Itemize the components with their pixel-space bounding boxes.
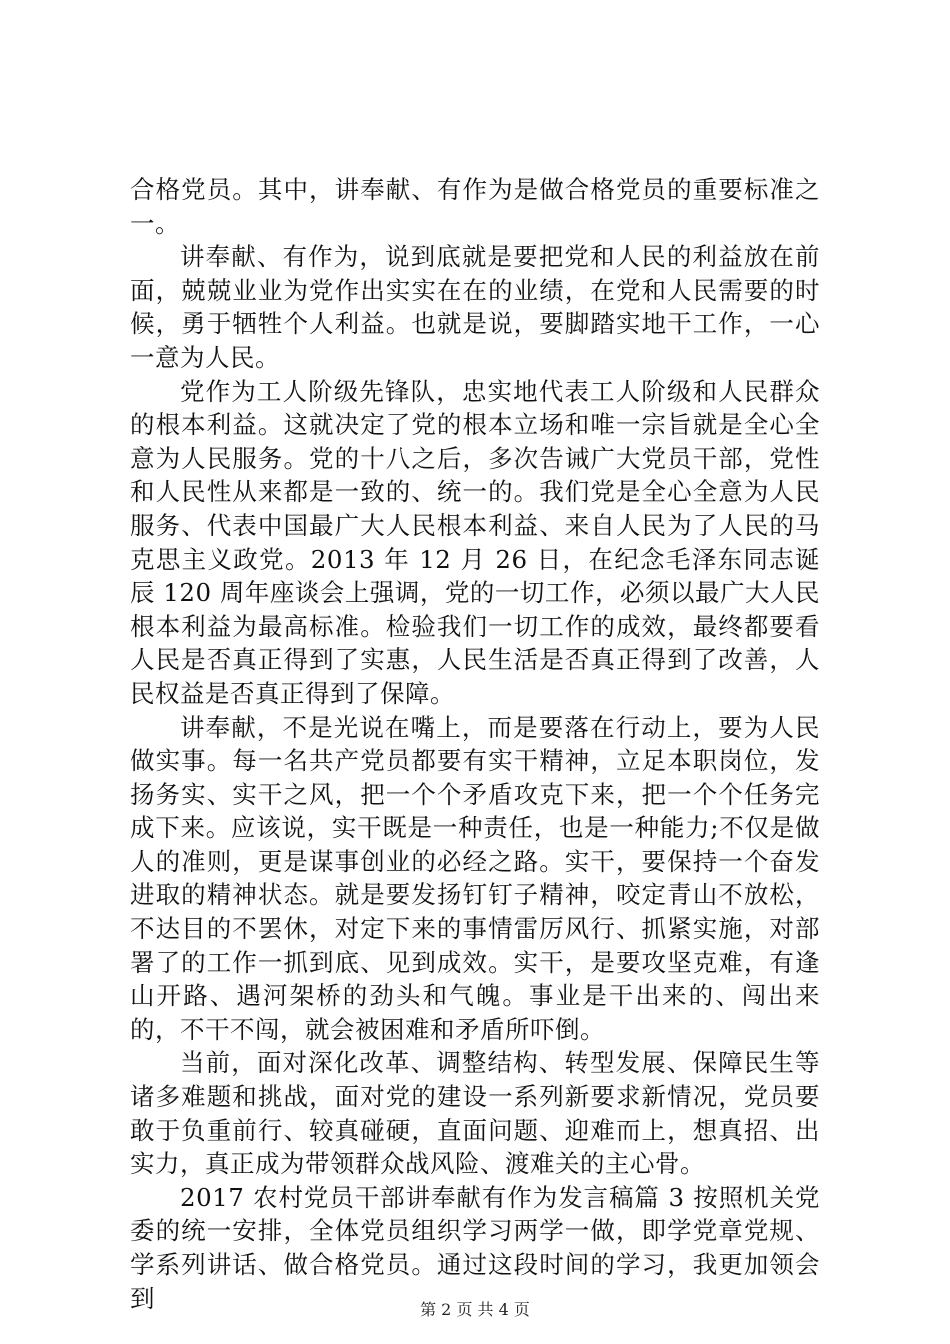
page-footer: 第 2 页 共 4 页 — [420, 1300, 530, 1319]
paragraph-2: 讲奉献、有作为，说到底就是要把党和人民的利益放在前面，兢兢业业为党作出实实在在的业绩，在党和人民需要的时候，勇于牺牲个人利益。也就是说，要脚踏实地干工作，一心一意为人民。 — [130, 242, 820, 372]
paragraph-6: 2017 农村党员干部讲奉献有作为发言稿篇 3 按照机关党委的统一安排，全体党员组织学习两学一做，即学党章党规、学系列讲话、做合格党员。通过这段时间的学习，我更加领会到 — [130, 1182, 820, 1313]
paragraph-4: 讲奉献，不是光说在嘴上，而是要落在行动上，要为人民做实事。每一名共产党员都要有实干精神，立足本职岗位，发扬务实、实干之风，把一个个矛盾攻克下来，把一个个任务完成下来。应该说，实干既是一种责任，也是一种能力;不仅是做人的准则，更是谋事创业的必经之路。实干，要保持一个奋发进取的精神状态。就是要发扬钉钉子精神，咬定青山不放松，不达目的不罢休，对定下来的事情雷厉风行、抓紧实施，对部署了的工作一抓到底、见到成效。实干，是要攻坚克难，有逢山开路、遇河架桥的劲头和气魄。事业是干出来的、闯出来的，不干不闯，就会被困难和矛盾所吓倒。 — [130, 712, 820, 1044]
document-body — [130, 173, 820, 1315]
paragraph-3: 党作为工人阶级先锋队，忠实地代表工人阶级和人民群众的根本利益。这就决定了党的根本立场和唯一宗旨就是全心全意为人民服务。党的十八之后，多次告诫广大党员干部，党性和人民性从来都是一致的、统一的。我们党是全心全意为人民服务、代表中国最广大人民根本利益、来自人民为了人民的马克思主义政党。2013 年 12 月 26 日，在纪念毛泽东同志诞辰 120 周年座谈会上强调，党的一切工作，必须以最广大人民根本利益为最高标准。检验我们一切工作的成效，最终都要看人民是否真正得到了实惠，人民生活是否真正得到了改善，人民权益是否真正得到了保障。 — [130, 376, 820, 708]
paragraph-1: 合格党员。其中，讲奉献、有作为是做合格党员的重要标准之一。 — [130, 175, 820, 238]
paragraph-5: 当前，面对深化改革、调整结构、转型发展、保障民生等诸多难题和挑战，面对党的建设一系列新要求新情况，党员要敢于负重前行、较真碰硬，直面问题、迎难而上，想真招、出实力，真正成为带领群众战风险、渡难关的主心骨。 — [130, 1048, 820, 1179]
